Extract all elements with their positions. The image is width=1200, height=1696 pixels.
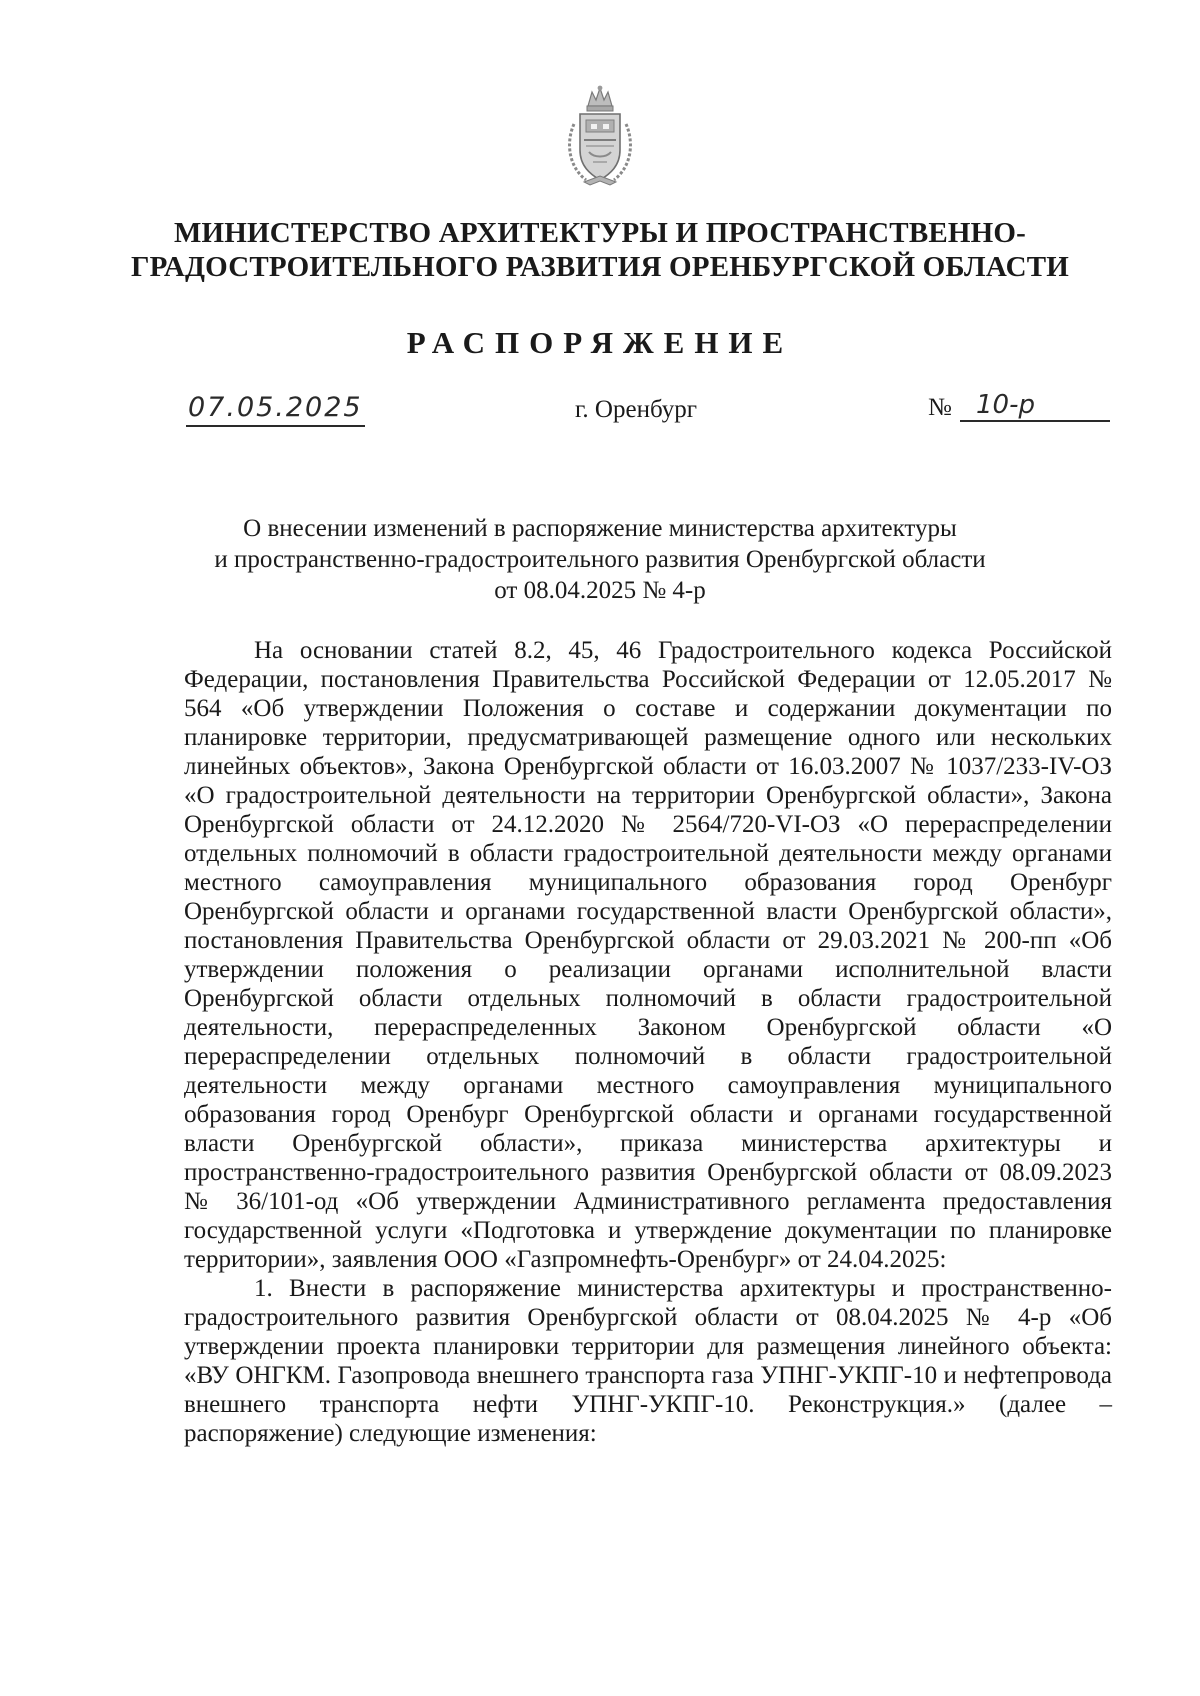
coat-of-arms-icon (562, 84, 638, 190)
document-subject (150, 513, 1050, 606)
document-number-value: 10-р (960, 390, 1110, 422)
ministry-title-line2: ГРАДОСТРОИТЕЛЬНОГО РАЗВИТИЯ ОРЕНБУРГСКОЙ ОБЛАСТИ (130, 251, 1070, 283)
document-city: г. Оренбург (575, 396, 697, 423)
ministry-title (0, 216, 1200, 284)
ministry-title-line1: МИНИСТЕРСТВО АРХИТЕКТУРЫ И ПРОСТРАНСТВЕННО- (173, 217, 1027, 249)
document-type-heading: РАСПОРЯЖЕНИЕ (406, 325, 794, 360)
document-body (184, 636, 1112, 1448)
document-number-label: № (928, 394, 952, 421)
subject-line2: и пространственно-градостроительного развития Оренбургской области (214, 546, 986, 573)
subject-line1: О внесении изменений в распоряжение министерства архитектуры (243, 515, 957, 542)
document-date: 07.05.2025 (186, 393, 365, 427)
body-paragraph-basis: На основании статей 8.2, 45, 46 Градостроительного кодекса Российской Федерации, постановления Правительства Российской Федерации от 12.05.2017 № 564 «Об утверждении Положения о составе и содержании документации по планировке территории, предусматривающей размещение одного или нескольких линейных объектов», Закона Оренбургской области от 16.03.2007 № 1037/233-IV-ОЗ «О градостроительной деятельности на территории Оренбургской области», Закона Оренбургской области от 24.12.2020 № 2564/720-VI-ОЗ «О перераспределении отдельных полномочий в области градостроительной деятельности между органами местного самоуправления муниципального образования город Оренбург Оренбургской области и органами государственной власти Оренбургской области», постановления Правительства Оренбургской области от 29.03.2021 № 200-пп «Об утверждении положения о реализации органами исполнительной власти Оренбургской области отдельных полномочий в области градостроительной деятельности, перераспределенных Законом Оренбургской области «О перераспределении отдельных полномочий в области градостроительной деятельности между органами местного самоуправления муниципального образования город Оренбург Оренбургской области и органами государственной власти Оренбургской области», приказа министерства архитектуры и пространственно-градостроительного развития Оренбургской области от 08.09.2023 № 36/101-од «Об утверждении Административного регламента предоставления государственной услуги «Подготовка и утверждение документации по планировке территории», заявления ООО «Газпромнефть-Оренбург» от 24.04.2025: (184, 637, 1112, 1273)
subject-line3: от 08.04.2025 № 4-р (494, 577, 706, 604)
body-paragraph-item-1: 1. Внести в распоряжение министерства архитектуры и пространственно-градостроительного развития Оренбургской области от 08.04.2025 № 4-р «Об утверждении проекта планировки территории для размещения линейного объекта: «ВУ ОНГКМ. Газопровода внешнего транспорта газа УПНГ-УКПГ-10 и нефтепровода внешнего транспорта нефти УПНГ-УКПГ-10. Реконструкция.» (далее – распоряжение) следующие изменения: (184, 1275, 1112, 1447)
